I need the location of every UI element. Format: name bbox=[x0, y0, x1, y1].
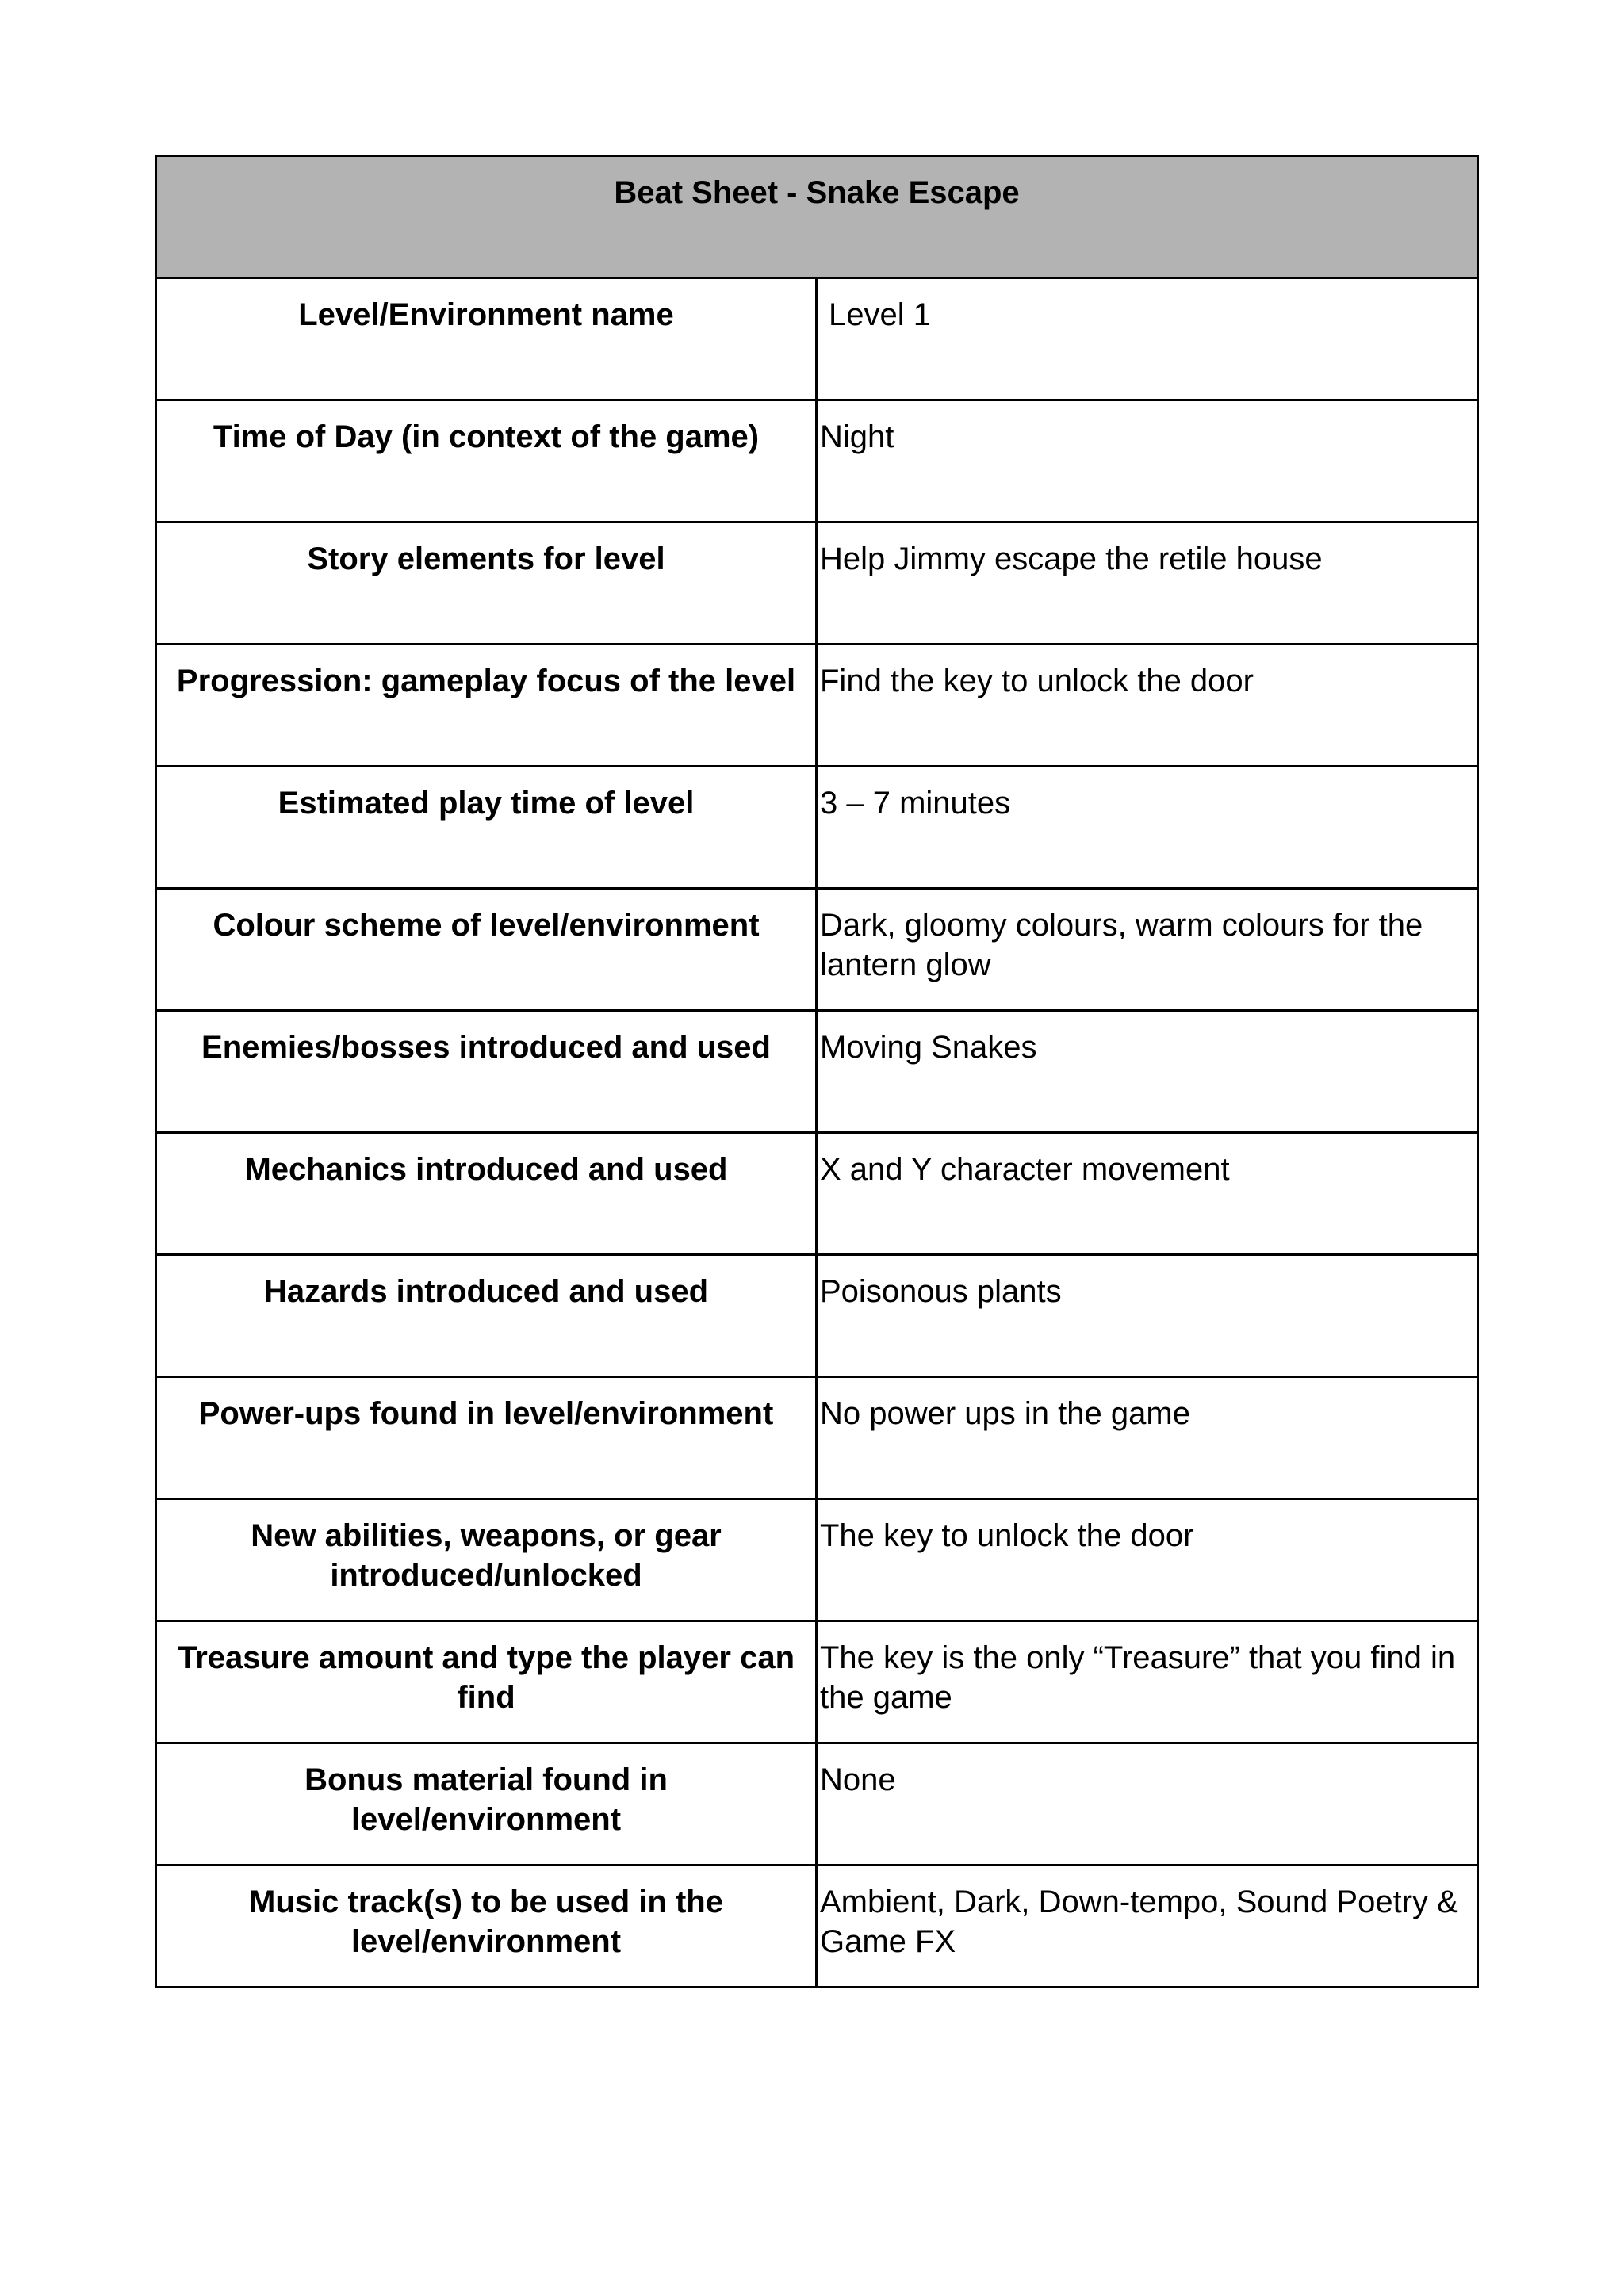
table-row bbox=[156, 1743, 1478, 1866]
row-value: None bbox=[817, 1743, 1478, 1866]
row-label: New abilities, weapons, or gear introduced/unlocked bbox=[156, 1499, 817, 1621]
table-row bbox=[156, 889, 1478, 1011]
row-label: Progression: gameplay focus of the level bbox=[156, 645, 817, 767]
table-row bbox=[156, 645, 1478, 767]
table-row bbox=[156, 1377, 1478, 1499]
row-value: No power ups in the game bbox=[817, 1377, 1478, 1499]
row-label: Time of Day (in context of the game) bbox=[156, 400, 817, 522]
row-value: The key is the only “Treasure” that you find in the game bbox=[817, 1621, 1478, 1743]
row-label: Colour scheme of level/environment bbox=[156, 889, 817, 1011]
row-label: Estimated play time of level bbox=[156, 767, 817, 889]
table-row bbox=[156, 1499, 1478, 1621]
row-label: Bonus material found in level/environment bbox=[156, 1743, 817, 1866]
title-row bbox=[156, 156, 1478, 278]
table-row bbox=[156, 1133, 1478, 1255]
row-label: Music track(s) to be used in the level/environment bbox=[156, 1866, 817, 1988]
table-row bbox=[156, 278, 1478, 400]
sheet-title: Beat Sheet - Snake Escape bbox=[156, 156, 1478, 278]
row-label: Treasure amount and type the player can find bbox=[156, 1621, 817, 1743]
row-value: 3 – 7 minutes bbox=[817, 767, 1478, 889]
row-value: Night bbox=[817, 400, 1478, 522]
table-row bbox=[156, 767, 1478, 889]
table-row bbox=[156, 1866, 1478, 1988]
row-label: Hazards introduced and used bbox=[156, 1255, 817, 1377]
row-value: Level 1 bbox=[817, 278, 1478, 400]
table-row bbox=[156, 1255, 1478, 1377]
row-value: The key to unlock the door bbox=[817, 1499, 1478, 1621]
row-value: Ambient, Dark, Down-tempo, Sound Poetry & Game FX bbox=[817, 1866, 1478, 1988]
row-value: Help Jimmy escape the retile house bbox=[817, 522, 1478, 645]
table-row bbox=[156, 1011, 1478, 1133]
row-label: Power-ups found in level/environment bbox=[156, 1377, 817, 1499]
row-label: Level/Environment name bbox=[156, 278, 817, 400]
row-value: Dark, gloomy colours, warm colours for the lantern glow bbox=[817, 889, 1478, 1011]
row-label: Story elements for level bbox=[156, 522, 817, 645]
table-row bbox=[156, 1621, 1478, 1743]
table-row bbox=[156, 522, 1478, 645]
table-row bbox=[156, 400, 1478, 522]
row-value: Find the key to unlock the door bbox=[817, 645, 1478, 767]
row-label: Mechanics introduced and used bbox=[156, 1133, 817, 1255]
row-value: Poisonous plants bbox=[817, 1255, 1478, 1377]
row-value: Moving Snakes bbox=[817, 1011, 1478, 1133]
row-label: Enemies/bosses introduced and used bbox=[156, 1011, 817, 1133]
beat-sheet-table bbox=[155, 155, 1479, 1988]
row-value: X and Y character movement bbox=[817, 1133, 1478, 1255]
